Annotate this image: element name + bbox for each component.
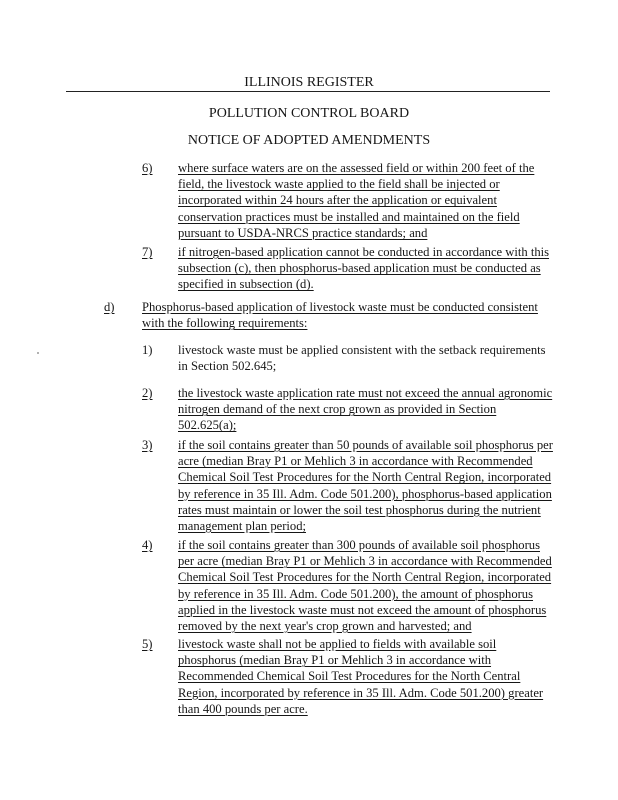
text-line: incorporated within 24 hours after the application or equivalent [178,193,497,208]
text-line: than 400 pounds per acre. [178,701,308,716]
text-line: nitrogen demand of the next crop grown as provided in Section [178,402,497,417]
text-line: with the following requirements: [142,316,308,331]
text-line: specified in subsection (d). [178,277,314,292]
text-line: rates must maintain or lower the soil test phosphorus during the nutrient [178,502,541,517]
item-text-c6 [178,160,550,241]
text-line: phosphorus (median Bray P1 or Mehlich 3 in accordance with [178,653,492,668]
item-label-d5: 5) [142,637,153,651]
text-line: by reference in 35 Ill. Adm. Code 501.200), the amount of phosphorus [178,586,534,601]
text-line: livestock waste shall not be applied to fields with available soil [178,637,497,651]
text-line: where surface waters are on the assessed field or within 200 feet of the [178,161,535,175]
text-line: management plan period; [178,518,306,533]
board-title: POLLUTION CONTROL BOARD [208,106,410,121]
text-line: if nitrogen-based application cannot be conducted in accordance with this [178,245,550,259]
text-line: acre (median Bray P1 or Mehlich 3 in accordance with Recommended [178,454,533,469]
text-line: livestock waste must be applied consistent with the setback requirements [178,343,546,357]
item-text-d1 [178,342,550,374]
text-line: if the soil contains greater than 50 pounds of available soil phosphorus per [178,438,553,452]
text-line: subsection (c), then phosphorus-based application must be conducted as [178,261,541,276]
text-line: per acre (median Bray P1 or Mehlich 3 in accordance with Recommended [178,554,552,569]
text-line: Chemical Soil Test Procedures for the North Central Region, incorporated [178,470,552,485]
item-label-d3: 3) [142,438,153,452]
item-label-d2: 2) [142,386,153,400]
item-text-d4 [178,537,550,634]
notice-title: NOTICE OF ADOPTED AMENDMENTS [187,133,431,148]
text-line: pursuant to USDA-NRCS practice standards; and [178,225,428,240]
text-line: the livestock waste application rate must not exceed the annual agronomic [178,386,553,400]
text-line: in Section 502.645; [178,359,277,374]
text-line: removed by the next year's crop grown and harvested; and [178,618,472,633]
text-line: Chemical Soil Test Procedures for the North Central Region, incorporated [178,570,552,585]
item-text-d5 [178,636,550,717]
subsection-text-d [142,299,552,331]
scan-speck [37,352,39,354]
text-line: Phosphorus-based application of livestock waste must be conducted consistent [142,300,538,314]
item-label-c7: 7) [142,245,153,259]
text-line: applied in the livestock waste must not exceed the amount of phosphorus [178,602,547,617]
item-text-d2 [178,385,553,434]
item-text-c7 [178,244,550,293]
item-text-d3 [178,437,553,534]
item-label-c6: 6) [142,161,153,175]
text-line: 502.625(a); [178,418,237,433]
item-label-d4: 4) [142,538,153,552]
item-label-d1: 1) [142,343,153,357]
subsection-label-d: d) [104,300,115,314]
text-line: Region, incorporated by reference in 35 Ill. Adm. Code 501.200) greater [178,685,544,700]
text-line: Recommended Chemical Soil Test Procedures for the North Central [178,669,521,684]
register-title: ILLINOIS REGISTER [244,75,374,90]
text-line: conservation practices must be installed and maintained on the field [178,209,520,224]
text-line: field, the livestock waste applied to the field shall be injected or [178,177,500,192]
text-line: if the soil contains greater than 300 pounds of available soil phosphorus [178,538,540,552]
header-rule [66,91,550,92]
text-line: by reference in 35 Ill. Adm. Code 501.200), phosphorus-based application [178,486,552,501]
